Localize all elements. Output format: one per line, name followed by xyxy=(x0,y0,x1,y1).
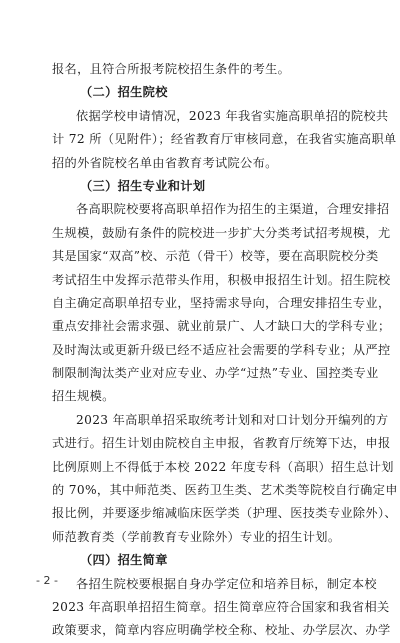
paragraph-line: 报名，且符合所报考院校招生条件的考生。 xyxy=(52,62,291,76)
page-number: - 2 - xyxy=(36,574,58,587)
section-heading-admission-guide: （四）招生简章 xyxy=(80,553,168,568)
paragraph-line: 生规模，鼓励有条件的院校进一步扩大分类考试招考规模，尤 xyxy=(52,225,391,240)
paragraph-line: 依据学校申请情况，2023 年我省实施高职单招的院校共 xyxy=(76,108,389,123)
paragraph-line: 比例原则上不得低于本校 2022 年度专科（高职）招生总计划 xyxy=(52,459,394,474)
paragraph-line: 招生规模。 xyxy=(52,389,115,404)
paragraph-line: 各高职院校要将高职单招作为招生的主渠道，合理安排招 xyxy=(76,202,390,217)
paragraph-line: 式进行。招生计划由院校自主申报，省教育厅统筹下达，申报 xyxy=(52,436,391,451)
paragraph-line: 重点安排社会需求强、就业前景广、人才缺口大的学科专业； xyxy=(52,319,391,334)
paragraph-line: 考试招生中发挥示范带头作用，积极申报招生计划。招生院校 xyxy=(52,272,391,287)
paragraph-line: 自主确定高职单招专业，坚持需求导向，合理安排招生专业， xyxy=(52,295,391,310)
section-heading-schools: （二）招生院校 xyxy=(80,85,168,100)
paragraph-line: 及时淘汰或更新升级已经不适应社会需要的学科专业；从严控 xyxy=(52,342,391,357)
section-heading-majors-and-plans: （三）招生专业和计划 xyxy=(80,178,206,193)
paragraph-line: 报比例，并要逐步缩减临床医学类（护理、医技类专业除外）、 xyxy=(52,506,397,521)
paragraph-line: 政策要求，简章内容应明确学校全称、校址、办学层次、办学 xyxy=(52,623,391,638)
paragraph-line: 招的外省院校名单由省教育考试院公布。 xyxy=(52,155,278,170)
paragraph-line: 的 70%，其中师范类、医药卫生类、艺术类等院校自行确定申 xyxy=(52,483,398,498)
paragraph-line: 计 72 所（见附件）；经省教育厅审核同意，在我省实施高职单 xyxy=(52,132,397,147)
paragraph-line: 2023 年高职单招招生简章。招生简章应符合国家和我省相关 xyxy=(52,599,390,614)
paragraph-line: 其是国家“双高”校、示范（骨干）校等，要在高职院校分类 xyxy=(52,249,379,264)
paragraph-line: 制限制淘汰类产业对应专业、办学“过热”专业、国控类专业 xyxy=(52,366,379,381)
paragraph-line: 2023 年高职单招采取统考计划和对口计划分开编列的方 xyxy=(76,412,389,427)
paragraph-line: 各招生院校要根据自身办学定位和培养目标，制定本校 xyxy=(76,576,377,591)
paragraph-line: 师范教育类（学前教育专业除外）专业的招生计划。 xyxy=(52,529,341,544)
